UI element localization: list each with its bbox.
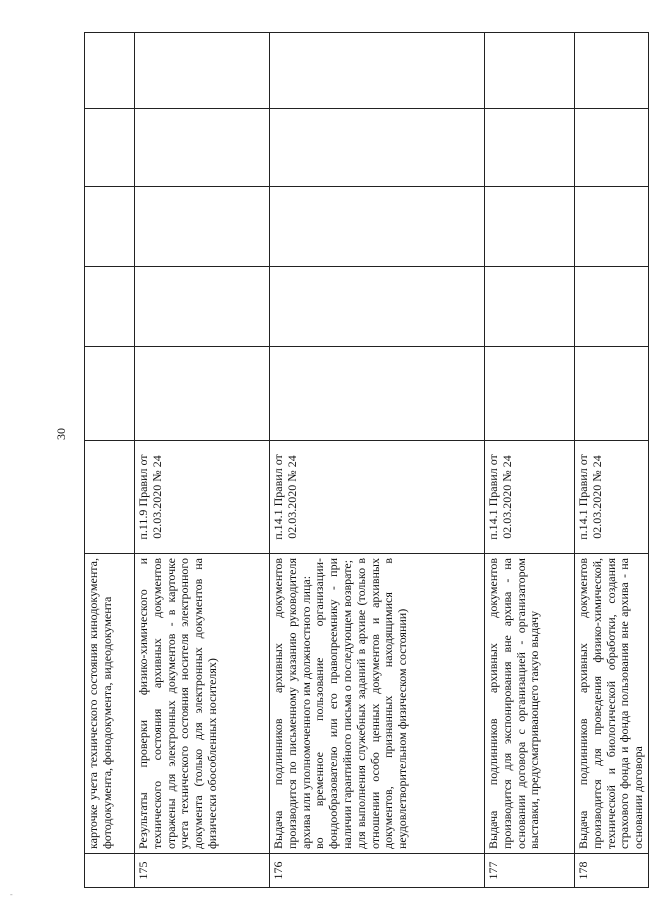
- empty-cell: [85, 187, 135, 267]
- empty-cell: [270, 187, 485, 267]
- empty-cell: [270, 109, 485, 187]
- empty-cell: [135, 109, 270, 187]
- empty-cell: [85, 109, 135, 187]
- stray-mark: -: [10, 890, 13, 899]
- row-number: 178: [575, 854, 649, 888]
- empty-cell: [485, 187, 575, 267]
- requirements-table: [84, 32, 649, 888]
- table-row: [575, 33, 649, 888]
- requirement-text-line: карточке учета технического состояния кинодокумента, фотодокумента, фонодокумента, видеодокумента: [86, 558, 114, 849]
- requirement-text-line: Выдача подлинников архивных документов производится для проведения физико-химической, технической и биологической обработки, создания страхового фонда и фонда пользования вне архива - на основании договора: [576, 558, 646, 849]
- empty-cell: [575, 109, 649, 187]
- requirement-text-line: Выдача подлинников архивных документов производится по письменному указанию руководителя архива или уполномоченного им должностного лица:: [271, 558, 313, 849]
- requirement-text: [270, 554, 485, 854]
- row-number: [85, 854, 135, 888]
- legal-reference: п.14.1 Правил от 02.03.2020 № 24: [575, 441, 649, 554]
- page-number: 30: [54, 428, 68, 440]
- empty-cell: [575, 33, 649, 109]
- empty-cell: [135, 267, 270, 347]
- requirement-text-line: Результаты проверки физико-химического и технического состояния архивных документов отражены для электронных документов - в карточке учета технического состояния носителя электронного документа (только для электронных документов на физически обособленных носителях): [136, 558, 219, 849]
- empty-cell: [270, 33, 485, 109]
- requirement-text-line: во временное пользование организации-фондообразователю или его правопреемнику - при наличии гарантийного письма о последующем возврате;: [312, 558, 354, 849]
- requirement-text: [135, 554, 270, 854]
- empty-cell: [485, 33, 575, 109]
- empty-cell: [575, 347, 649, 441]
- legal-reference: п.14.1 Правил от 02.03.2020 № 24: [270, 441, 485, 554]
- empty-cell: [575, 187, 649, 267]
- empty-cell: [485, 267, 575, 347]
- empty-cell: [485, 347, 575, 441]
- empty-cell: [85, 347, 135, 441]
- empty-cell: [135, 33, 270, 109]
- empty-cell: [485, 109, 575, 187]
- empty-cell: [135, 347, 270, 441]
- empty-cell: [135, 187, 270, 267]
- legal-reference: п.14.1 Правил от 02.03.2020 № 24: [485, 441, 575, 554]
- requirement-text: [575, 554, 649, 854]
- empty-cell: [575, 267, 649, 347]
- requirement-text-line: для выполнения служебных заданий в архиве (только в отношении особо ценных документов и архивных документов, признанных находящимися в неудовлетворительном физическом состоянии): [353, 558, 410, 849]
- legal-reference: п.11.9 Правил от 02.03.2020 № 24: [135, 441, 270, 554]
- rotated-table-container: [84, 33, 646, 888]
- empty-cell: [270, 347, 485, 441]
- empty-cell: [85, 267, 135, 347]
- row-number: 175: [135, 854, 270, 888]
- requirement-text: [485, 554, 575, 854]
- table-row: [85, 33, 135, 888]
- requirement-text: [85, 554, 135, 854]
- table-row: [135, 33, 270, 888]
- empty-cell: [270, 267, 485, 347]
- row-number: 177: [485, 854, 575, 888]
- table-row: [270, 33, 485, 888]
- row-number: 176: [270, 854, 485, 888]
- empty-cell: [85, 33, 135, 109]
- legal-reference: [85, 441, 135, 554]
- requirement-text-line: Выдача подлинников архивных документов производится для экспонирования вне архива - на основании договора с организацией - организатором выставки, предусматривающего такую выдачу: [486, 558, 542, 849]
- table-row: [485, 33, 575, 888]
